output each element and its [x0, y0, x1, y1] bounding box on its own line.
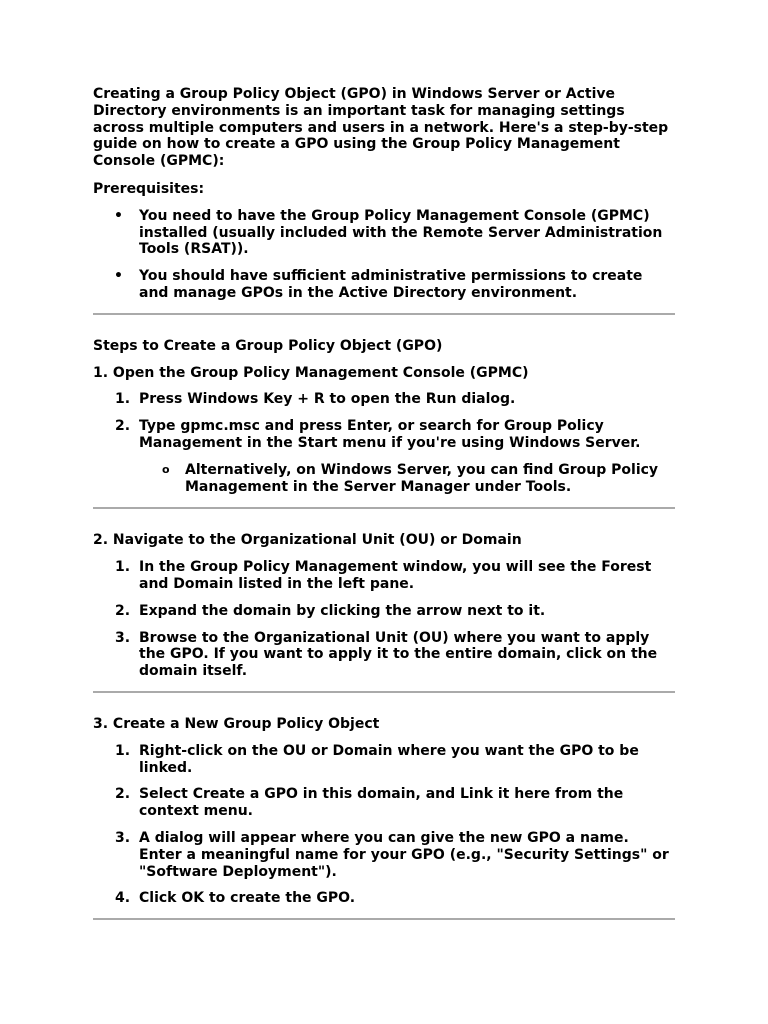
step-number: 3.: [115, 629, 131, 646]
list-item: [93, 743, 675, 777]
intro-paragraph: Creating a Group Policy Object (GPO) in Windows Server or Active Directory environments is an important task for managing settings across multiple computers and users in a network. Here's a step-by-step guide on how to create a GPO using the Group Policy Management Console (GPMC):: [93, 86, 669, 170]
section-2-steps: [93, 559, 675, 680]
list-item-text: Click OK to create the GPO.: [139, 890, 356, 907]
sub-list-item: [139, 462, 675, 496]
document-page: [93, 86, 675, 920]
list-item: [93, 208, 675, 258]
horizontal-rule: [93, 918, 675, 920]
sub-list: [139, 462, 675, 496]
prerequisites-title: Prerequisites:: [93, 180, 205, 197]
list-item-text: Browse to the Organizational Unit (OU) where you want to apply the GPO. If you want to apply it to the entire domain, click on the domain itself.: [139, 629, 658, 680]
list-item-text: Expand the domain by clicking the arrow next to it.: [139, 602, 546, 619]
step-number: 1.: [115, 559, 131, 576]
list-item-text: Right-click on the OU or Domain where you want the GPO to be linked.: [139, 742, 639, 776]
step-number: 2.: [115, 786, 131, 803]
section-1-steps: [93, 391, 675, 495]
section-3-steps: [93, 743, 675, 907]
horizontal-rule: [93, 507, 675, 509]
list-item: [93, 603, 675, 620]
section-2-title: 2. Navigate to the Organizational Unit (OU) or Domain: [93, 532, 522, 549]
list-item-text: Select Create a GPO in this domain, and Link it here from the context menu.: [139, 786, 624, 820]
horizontal-rule: [93, 691, 675, 693]
list-item: [93, 559, 675, 593]
step-number: 2.: [115, 418, 131, 435]
list-item: [93, 630, 675, 680]
section-1-title: 1. Open the Group Policy Management Console (GPMC): [93, 364, 529, 381]
sub-list-item-text: Alternatively, on Windows Server, you can find Group Policy Management in the Server Manager under Tools.: [185, 461, 659, 495]
horizontal-rule: [93, 313, 675, 315]
list-item: [93, 786, 675, 820]
prerequisites-list: [93, 208, 675, 302]
section-3-title: 3. Create a New Group Policy Object: [93, 715, 380, 732]
step-number: 1.: [115, 391, 131, 408]
list-item-text: Press Windows Key + R to open the Run dialog.: [139, 391, 516, 408]
list-item-text: A dialog will appear where you can give the new GPO a name. Enter a meaningful name for your GPO (e.g., "Security Settings" or "Software Deployment").: [139, 829, 669, 880]
step-number: 1.: [115, 742, 131, 759]
step-number: 4.: [115, 890, 131, 907]
list-item-text: In the Group Policy Management window, you will see the Forest and Domain listed in the left pane.: [139, 559, 652, 592]
circle-bullet-marker: o: [162, 462, 170, 476]
step-number: 2.: [115, 602, 131, 619]
list-item: [93, 890, 675, 907]
list-item: [93, 391, 675, 408]
list-item-text: Type gpmc.msc and press Enter, or search for Group Policy Management in the Start menu if you're using Windows Server.: [139, 418, 641, 451]
list-item: [93, 268, 675, 302]
list-item-text: You need to have the Group Policy Management Console (GPMC) installed (usually included with the Remote Server Administration Tools (RSAT)).: [139, 207, 663, 258]
steps-heading: Steps to Create a Group Policy Object (GPO): [93, 337, 443, 354]
list-item-text: You should have sufficient administrative permissions to create and manage GPOs in the Active Directory environment.: [139, 268, 643, 301]
list-item: [93, 418, 675, 495]
step-number: 3.: [115, 829, 131, 846]
bullet-marker: •: [114, 207, 123, 224]
list-item: [93, 830, 675, 880]
bullet-marker: •: [114, 268, 123, 285]
